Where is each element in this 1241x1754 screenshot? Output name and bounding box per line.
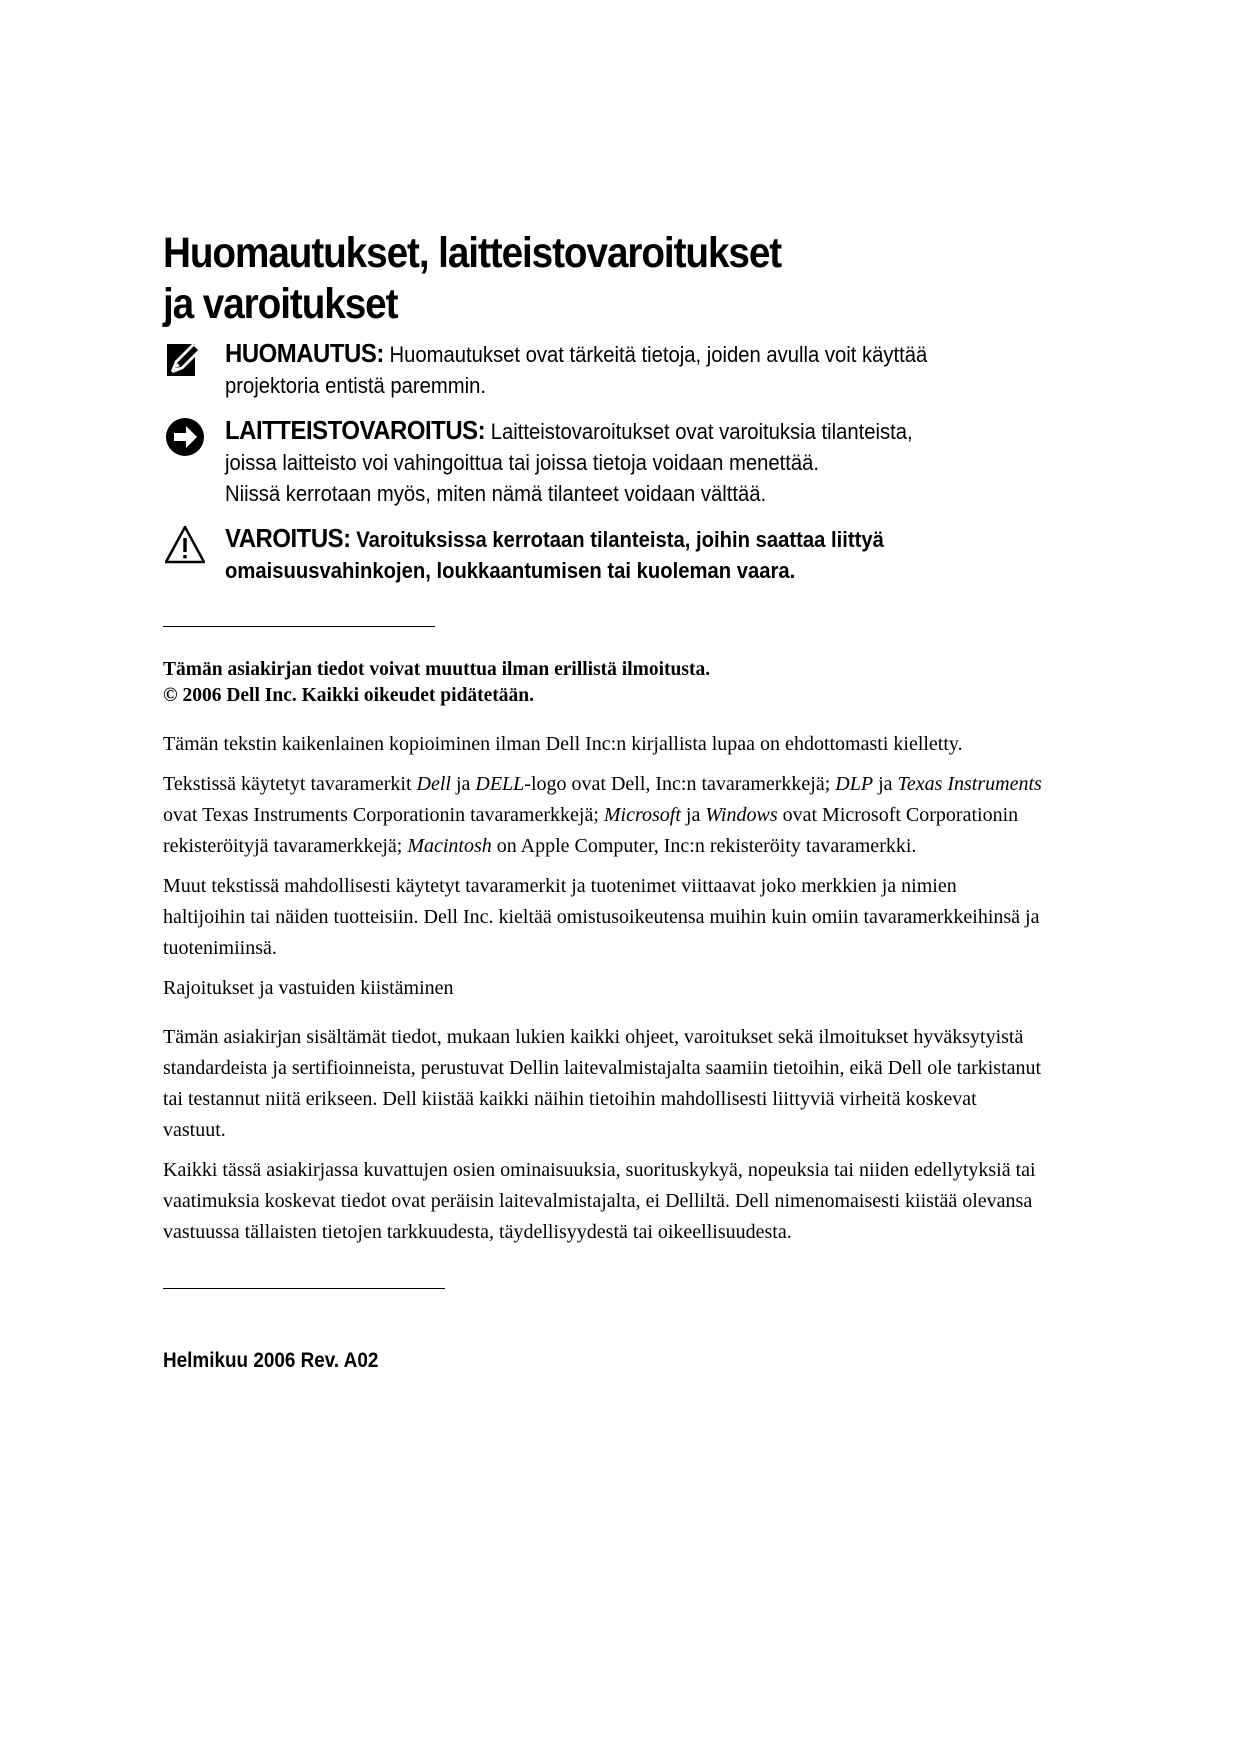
trademark-dell: Dell: [416, 773, 451, 795]
page-title: [163, 228, 955, 330]
limitations-paragraph-1: Tämän asiakirjan sisältämät tiedot, mukaan lukien kaikki ohjeet, varoitukset sekä ilmoitukset hyväksytyistä standardeista ja sertifioinneista, perustuvat Dellin laitevalmistajalta saamiin tietoihin, eikä Dell ole tarkistanut tai testannut niitä erikseen. Dell kiistää kaikki näihin tietoihin mahdollisesti liittyviä virheitä koskevat vastuut.: [163, 1026, 1042, 1141]
warning-triangle-icon: [165, 525, 205, 565]
document-page: [163, 228, 1043, 1373]
note-notice: [163, 338, 1043, 401]
pencil-note-icon: [165, 340, 205, 380]
trademarks-text: on Apple Computer, Inc:n rekisteröity tavaramerkki.: [491, 835, 917, 857]
copy-restriction-paragraph: Tämän tekstin kaikenlainen kopioiminen ilman Dell Inc:n kirjallista lupaa on ehdottomasti kielletty.: [163, 733, 963, 755]
limitations-paragraph-2: Kaikki tässä asiakirjassa kuvattujen osien ominaisuuksia, suorituskykyä, nopeuksia tai niiden edellytyksiä tai vaatimuksia koskevat tiedot ovat peräisin laitevalmistajalta, ei Delliltä. Dell nimenomaisesti kiistää olevansa vastuussa tällaisten tietojen tarkkuudesta, täydellisyydestä tai oikeellisuudesta.: [163, 1159, 1036, 1243]
page-title-line-1: Huomautukset, laitteistovaroitukset: [163, 229, 782, 277]
trademarks-paragraph: [163, 769, 1043, 862]
other-trademarks-paragraph: Muut tekstissä mahdollisesti käytetyt tavaramerkit ja tuotenimet viittaavat joko merkkien ja nimien haltijoihin tai näiden tuotteisiin. Dell Inc. kieltää omistusoikeutensa muihin kuin omiin tavaramerkkeihinsä ja tuotenimiinsä.: [163, 875, 1040, 959]
warning-notice: [163, 523, 1043, 586]
warning-body: Varoituksissa kerrotaan tilanteista, joihin saattaa liittyä: [350, 527, 884, 552]
trademark-dlp: DLP: [835, 773, 874, 795]
trademark-macintosh: Macintosh: [407, 835, 492, 857]
footer-divider: [163, 1288, 445, 1289]
limitations-heading: Rajoitukset ja vastuiden kiistäminen: [163, 977, 454, 999]
change-notice-line: Tämän asiakirjan tiedot voivat muuttua ilman erillistä ilmoitusta.: [163, 659, 711, 680]
caution-body: Laitteistovaroitukset ovat varoituksia tilanteista,: [485, 419, 913, 444]
trademark-windows: Windows: [705, 804, 778, 826]
warning-body-continued: omaisuusvahinkojen, loukkaantumisen tai kuoleman vaara.: [225, 558, 796, 583]
section-divider: [163, 626, 435, 627]
caution-notice: [163, 415, 1043, 509]
trademarks-text: ja: [680, 804, 706, 826]
trademarks-text: ja: [873, 773, 898, 795]
trademark-texas-instruments: Texas Instruments: [897, 773, 1042, 795]
caution-body-line-3: Niissä kerrotaan myös, miten nämä tilanteet voidaan välttää.: [225, 481, 767, 506]
trademarks-text: ovat Texas Instruments Corporationin tavaramerkkejä;: [163, 804, 604, 826]
note-label: HUOMAUTUS:: [225, 338, 384, 368]
trademarks-text: -logo ovat Dell, Inc:n tavaramerkkejä;: [524, 773, 836, 795]
caution-body-line-2: joissa laitteisto voi vahingoittua tai joissa tietoja voidaan menettää.: [225, 450, 820, 475]
trademarks-text: Tekstissä käytetyt tavaramerkit: [163, 773, 417, 795]
trademarks-text: ja: [450, 773, 476, 795]
page-title-line-2: ja varoitukset: [163, 280, 398, 328]
note-body-continued: projektoria entistä paremmin.: [225, 373, 486, 398]
trademark-dell-logo: DELL: [475, 773, 525, 795]
trademarks-text: ovat Microsoft Corporationin rekisteröityjä tavaramerkkejä;: [163, 804, 1019, 857]
copyright-line: © 2006 Dell Inc. Kaikki oikeudet pidätetään.: [163, 685, 535, 706]
trademark-microsoft: Microsoft: [603, 804, 681, 826]
caution-label: LAITTEISTOVAROITUS:: [225, 415, 486, 445]
note-body: Huomautukset ovat tärkeitä tietoja, joiden avulla voit käyttää: [383, 342, 928, 367]
warning-label: VAROITUS:: [225, 523, 351, 553]
arrow-circle-icon: [165, 417, 205, 457]
revision-date: Helmikuu 2006 Rev. A02: [163, 1349, 379, 1372]
change-notice: [163, 657, 1043, 709]
